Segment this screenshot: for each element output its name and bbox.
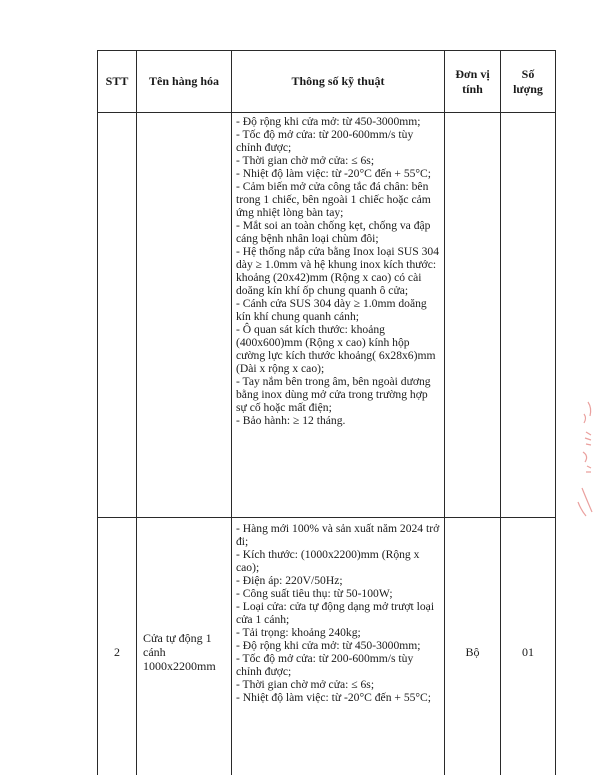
cell-quantity: 01 (501, 518, 556, 775)
cell-unit: Bộ (445, 518, 501, 775)
red-stamp-fragment (574, 392, 595, 522)
item-name-line: Cửa tự động 1 (143, 631, 212, 645)
spec-line: - Độ rộng khi cửa mở: từ 450-3000mm; (236, 639, 421, 652)
spec-line: - Tốc độ mở cửa: từ 200-600mm/s tùy chỉnh được; (236, 128, 414, 154)
spec-line: - Nhiệt độ làm việc: từ -20°C đến + 55°C; (236, 691, 432, 704)
cell-specifications (232, 113, 445, 518)
header-qty-line: lượng (513, 81, 543, 96)
spec-line: - Ô quan sát kích thước: khoảng (400x600)mm (Rộng x cao) kính hộp cường lực kích thước khoảng( 6x28x6)mm (Dài x rộng x cao); (236, 323, 436, 375)
table-header-row (98, 51, 556, 113)
spec-line: - Mắt soi an toàn chống kẹt, chống va đập cáng bệnh nhân loại chùm đôi; (236, 219, 431, 245)
table-row (98, 113, 556, 518)
header-item-name: Tên hàng hóa (137, 51, 232, 113)
spec-line: - Hệ thống nắp cửa bằng Inox loại SUS 304 dày ≥ 1.0mm và hệ khung inox kích thước: khoảng (20x42)mm (Rộng x cao) có cài doăng kín khí ốp chung quanh ô cửa; (236, 245, 440, 297)
header-qty-line: Số (521, 66, 535, 81)
header-unit (445, 51, 501, 113)
spec-line: - Cảm biến mở cửa công tắc đá chân: bên trong 1 chiếc, bên ngoài 1 chiếc hoặc cảm ứng nhiệt lòng bàn tay; (236, 180, 431, 219)
cell-unit (445, 113, 501, 518)
header-quantity (501, 51, 556, 113)
cell-quantity (501, 113, 556, 518)
spec-line: - Thời gian chờ mở cửa: ≤ 6s; (236, 678, 375, 691)
spec-line: - Độ rộng khi cửa mở: từ 450-3000mm; (236, 115, 421, 128)
item-name-line: 1000x2200mm (143, 659, 216, 673)
spec-line: - Kích thước: (1000x2200)mm (Rộng x cao); (236, 548, 420, 574)
table-row (98, 518, 556, 775)
document-page (97, 50, 552, 775)
specification-table (97, 50, 556, 775)
spec-line: - Hàng mới 100% và sản xuất năm 2024 trở đi; (236, 522, 440, 548)
header-specifications: Thông số kỹ thuật (232, 51, 445, 113)
spec-line: - Tay nắm bên trong âm, bên ngoài dương bằng inox dùng mở cửa trong trường hợp sự cố hoặc mất điện; (236, 375, 431, 414)
spec-line: - Điện áp: 220V/50Hz; (236, 574, 343, 587)
header-unit-line: tính (462, 81, 483, 96)
spec-line: - Bảo hành: ≥ 12 tháng. (236, 414, 346, 427)
cell-specifications (232, 518, 445, 775)
stamp-icon (574, 392, 595, 522)
spec-line: - Thời gian chờ mở cửa: ≤ 6s; (236, 154, 375, 167)
item-name-line: cánh (143, 645, 166, 659)
header-stt: STT (98, 51, 137, 113)
cell-stt (98, 113, 137, 518)
spec-line: - Loại cửa: cửa tự động dạng mở trượt loại cửa 1 cánh; (236, 600, 435, 626)
cell-stt: 2 (98, 518, 137, 775)
header-unit-line: Đơn vị (455, 66, 490, 81)
cell-item-name (137, 518, 232, 775)
spec-line: - Tốc độ mở cửa: từ 200-600mm/s tùy chỉnh được; (236, 652, 414, 678)
spec-line: - Công suất tiêu thụ: từ 50-100W; (236, 587, 393, 600)
spec-line: - Nhiệt độ làm việc: từ -20°C đến + 55°C; (236, 167, 432, 180)
spec-line: - Cánh cửa SUS 304 dày ≥ 1.0mm doăng kín khí chung quanh cánh; (236, 297, 427, 323)
spec-line: - Tải trọng: khoảng 240kg; (236, 626, 361, 639)
cell-item-name (137, 113, 232, 518)
